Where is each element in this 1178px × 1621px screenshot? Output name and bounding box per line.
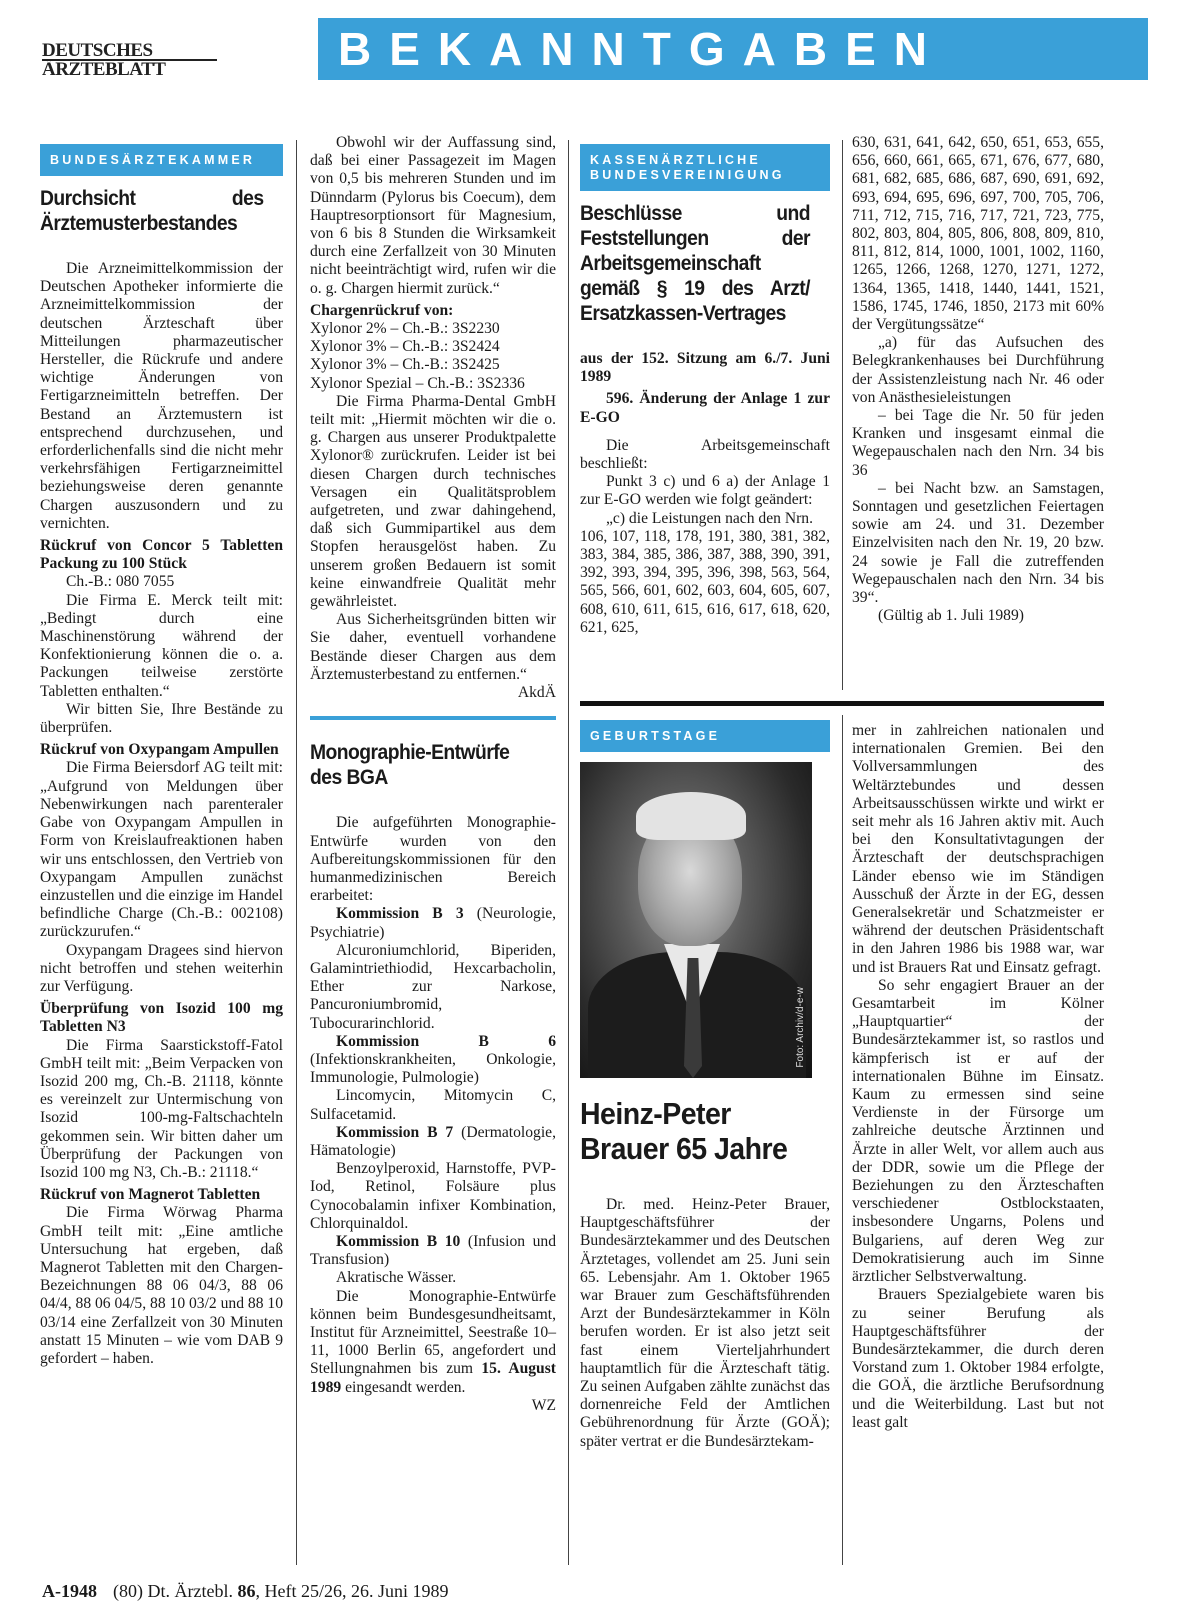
commission-items: Akratische Wässer. — [336, 1269, 457, 1287]
section-tag-bundesaerztekammer: BUNDESÄRZTEKAMMER — [40, 144, 283, 176]
commission-topic: (Infusion und Transfusion) — [310, 1232, 557, 1269]
photo-hair — [636, 792, 746, 840]
recall-list-item: Xylonor 3% – Ch.-B.: 3S2425 — [310, 356, 500, 374]
column-divider — [842, 140, 843, 690]
masthead-line2: ÄRZTEBLATT — [42, 59, 217, 78]
commission-name: Kommission B 7 — [336, 1123, 454, 1141]
photo-credit: Foto: Archiv/d-e-w — [794, 987, 806, 1068]
commission-entry — [310, 905, 556, 941]
article-separator — [580, 701, 1104, 706]
commission-entry — [310, 1233, 556, 1269]
article-paragraph: Die aufgeführten Monographie-Entwürfe wurden von den Aufbereitungskommissionen für den humanmedizinischen Bereich erarbeitet: — [310, 814, 556, 905]
column-3-bottom — [580, 720, 830, 1451]
article-paragraph: mer in zahlreichen nationalen und internationalen Gremien. Bei den Vollversammlungen des Weltärztebundes und dessen Arbeitsausschüssen wirkte und wirkt er seit mehr als 16 Jahren aktiv mit. Auch bei den Konsultativtagungen der Ärzteschaft der deutschsprachigen Länder ebenso wie im Ständigen Ausschuß der Ärzte in der EG, dessen Generalsekretär und Schatzmeister er während der deutschen Präsidentschaft in den Jahren 1986 bis 1988 war, war und ist Brauers Rat und Einsatz gefragt. — [852, 722, 1104, 976]
author-signature: AkdÄ — [517, 684, 556, 702]
article-paragraph — [310, 1288, 556, 1397]
volume-number: 86 — [237, 1581, 256, 1601]
article-paragraph: So sehr engagiert Brauer an der Gesamtarbeit im Kölner „Hauptquartier“ der Bundesärztekammer ist, so rastlos und kämpferisch ist er auf der internationalen Bühne im Einsatz. Kaum zu ermessen sind seine Verdienste in der Fürsorge um zahlreiche deutsche Ärztinnen und Ärzte in aller Welt, vor allem auch aus der DDR, sowie um die Pflege der Beziehungen zu den Ärzteschaften verschiedener Ostblockstaaten, insbesondere Ungarns, Polens und Bulgariens, auf deren Weg zur Demokratisierung auch im Sinne ärztlicher Selbstverwaltung. — [852, 976, 1104, 1286]
validity-note: (Gültig ab 1. Juli 1989) — [878, 607, 1024, 625]
article-headline-aerztemuster: Durchsicht des Ärztemusterbestandes — [40, 187, 264, 235]
page-number: A-1948 — [42, 1581, 97, 1601]
service-numbers: 630, 631, 641, 642, 650, 651, 653, 655, 656, 660, 661, 665, 671, 676, 677, 680, 681, 682, 685, 686, 687, 690, 691, 692, 693, 694, 695, 696, 697, 700, 705, 706, 711, 712, 715, 716, 717, 721, 723, 775, 802, 803, 804, 805, 806, 808, 809, 810, 811, 812, 814, 1000, 1001, 1002, 1160, 1265, 1266, 1268, 1270, 1271, 1272, 1364, 1365, 1418, 1440, 1441, 1521, 1586, 1745, 1746, 1850, 2173 mit 60% der Vergütungssätze“ — [852, 134, 1104, 334]
article-subhead: aus der 152. Sitzung am 6./7. Juni 1989 — [580, 350, 830, 386]
column-divider — [842, 715, 843, 1565]
recall-list-item: Xylonor 2% – Ch.-B.: 3S2230 — [310, 320, 500, 338]
page-footer — [42, 1580, 448, 1602]
section-tag-kbv: KASSENÄRZTLICHE BUNDESVEREINIGUNG — [580, 144, 830, 191]
article-headline-beschluesse: Beschlüsse und Feststellungen der Arbeitsgemeinschaft gemäß § 19 des Arzt/ Ersatzkassen-Vertrages — [580, 202, 810, 325]
commission-items: Alcuroniumchlorid, Biperiden, Galamintriethiodid, Hexcarbacholin, Ether zur Narkose, Pancuroniumbromid, Tubocurarinchlorid. — [310, 941, 556, 1032]
commission-name: Kommission B 10 — [336, 1232, 461, 1250]
article-paragraph: Die Firma Saarstickstoff-Fatol GmbH teilt mit: „Beim Verpacken von Isozid 200 mg, Ch.-B. 21118, könnte es vereinzelt zur Untermischung von Isozid 100-mg-Faltschachteln gekommen sein. Wir bitten daher um Überprüfung der Packungen von Isozid 100 mg N3, Ch.-B.: 21118.“ — [40, 1036, 283, 1181]
section-tag-geburtstage: GEBURTSTAGE — [580, 720, 830, 752]
recall-list-item: Xylonor Spezial – Ch.-B.: 3S2336 — [310, 374, 525, 392]
commission-topic: (Dermatologie, Hämatologie) — [310, 1123, 556, 1159]
column-divider — [568, 140, 569, 1565]
article-paragraph: Die Arzneimittelkommission der Deutschen Apotheker informierte die Arzneimittelkommission der deutschen Ärzteschaft über Mitteilungen pharmazeutischer Hersteller, die Rückrufe und andere wichtige Änderungen von Fertigarzneimitteln betreffen. Der Bestand an Ärztemustern ist entsprechend durchzusehen, und erforderlichenfalls sind die nicht mehr verkehrsfähigen Fertigarzneimittel beziehungsweise deren genannte Chargen auszusondern und zu vernichten. — [40, 260, 283, 532]
commission-items: Benzoylperoxid, Harnstoffe, PVP-Iod, Retinol, Folsäure plus Cynocobalamin infixer Kombination, Chlorquinaldol. — [310, 1160, 556, 1232]
column-2 — [310, 134, 556, 1415]
article-paragraph: – bei Nacht bzw. an Samstagen, Sonntagen und gesetzlichen Feiertagen sowie am 24. und 31. Dezember Einzelvisiten nach den Nr. 19, 20 bzw. 24 sowie je Fall die zutreffenden Wegepauschalen nach den Nrn. 34 bis 39“. — [852, 479, 1104, 607]
article-paragraph: Brauers Spezialgebiete waren bis zu seiner Berufung als Hauptgeschäftsführer der Bundesärztekammer, die durch deren Vorstand zum 1. Oktober 1984 erfolgte, die GOÄ, die ärztliche Berufsordnung und die Weiterbildung. Last but not least galt — [852, 1286, 1104, 1431]
paragraph-text: Die Monographie-Entwürfe können beim Bundesgesundheitsamt, Institut für Arzneimittel, Seestraße 10–11, 1000 Berlin 65, angefordert und Stellungnahmen bis zum — [310, 1287, 556, 1378]
article-paragraph: „c) die Leistungen nach den Nrn. — [606, 509, 813, 527]
commission-entry — [310, 1033, 556, 1088]
article-paragraph: Wir bitten Sie, Ihre Bestände zu überprüfen. — [40, 700, 283, 737]
column-3-top — [580, 144, 830, 637]
commission-name: Kommission B 3 — [336, 905, 464, 923]
article-paragraph: Oxypangam Dragees sind hiervon nicht betroffen und stehen weiterhin zur Verfügung. — [40, 941, 283, 995]
article-paragraph: Die Firma Wörwag Pharma GmbH teilt mit: „Eine amtliche Untersuchung hat ergeben, daß Magnerot Tabletten mit den Chargen-Bezeichnungen 88 06 04/3, 88 06 04/4, 88 06 04/5, 88 10 03/2 und 88 10 03/14 eine Zerfallzeit von 30 Minuten anstatt 15 Minuten – wie vom DAB 9 gefordert – haben. — [40, 1204, 284, 1367]
article-subhead: Rückruf von Concor 5 Tabletten Packung zu 100 Stück — [40, 537, 283, 573]
deadline-date: 15. August 1989 — [310, 1360, 556, 1396]
column-4-bottom — [852, 722, 1104, 1432]
commission-topic: (Infektionskrankheiten, Onkologie, Immunologie, Pulmologie) — [310, 1050, 556, 1087]
commission-topic: (Neurologie, Psychiatrie) — [310, 905, 557, 941]
column-4-top — [852, 134, 1104, 625]
article-separator — [310, 716, 556, 720]
column-divider — [296, 140, 297, 1565]
article-paragraph: Punkt 3 c) und 6 a) der Anlage 1 zur E-GO werden wie folgt geändert: — [580, 473, 830, 509]
article-paragraph: Aus Sicherheitsgründen bitten wir Sie daher, eventuell vorhandene Bestände dieser Chargen aus dem Ärztemusterbestand zu entfernen.“ — [310, 611, 556, 683]
article-paragraph: Dr. med. Heinz-Peter Brauer, Hauptgeschäftsführer der Bundesärztekammer und des Deutschen Ärztetages, vollendet am 25. Juni sein 65. Lebensjahr. Am 1. Oktober 1965 war Brauer zum Geschäftsführenden Arzt der Bundesärztekammer in Köln berufen worden. Er ist also jetzt seit fast einem Vierteljahrhundert hauptamtlich für die Ärzteschaft tätig. Zu seinen Aufgaben zählte zunächst das dornenreiche Feld der Amtlichen Gebührenordnung für Ärzte (GOÄ); später vertrat er die Bundesärztekam- — [580, 1196, 830, 1450]
article-headline-monographie: Monographie-Entwürfe des BGA — [310, 741, 510, 790]
section-banner: BEKANNTGABEN — [318, 18, 1148, 80]
article-paragraph: Obwohl wir der Auffassung sind, daß bei einer Passagezeit im Magen von 0,5 bis mehreren Stunden und im Dünndarm (Pylorus bis Coecum), dem Hauptresorptionsort für Magnesium, von 6 bis 8 Stunden die Wirksamkeit durch eine Zerfallzeit von 30 Minuten nicht beeinträchtigt wird, rufen wir die o. g. Chargen hiermit zurück.“ — [310, 134, 556, 297]
masthead-line1: DEUTSCHES — [42, 40, 153, 61]
article-paragraph: Die Firma Beiersdorf AG teilt mit: „Aufgrund von Meldungen über Nebenwirkungen nach parenteraler Gabe von Oxypangam Ampullen in Form von Kreislaufreaktionen haben wir uns entschlossen, den Vertrieb von Oxypangam Ampullen zunächst einzustellen und die einzige im Handel befindliche Charge (Ch.-B.: 002108) zurückzurufen.“ — [40, 759, 283, 941]
article-subhead: Überprüfung von Isozid 100 mg Tabletten N3 — [40, 1000, 283, 1036]
article-subhead: Rückruf von Magnerot Tabletten — [40, 1186, 261, 1204]
commission-items: Lincomycin, Mitomycin C, Sulfacetamid. — [310, 1087, 556, 1123]
article-paragraph: – bei Tage die Nr. 50 für jeden Kranken und insgesamt einmal die Wegepauschalen nach den Nrn. 34 bis 36 — [852, 407, 1104, 479]
article-paragraph: Die Firma Pharma-Dental GmbH teilt mit: „Hiermit möchten wir die o. g. Chargen aus unserer Produktpalette Xylonor® zurückrufen. Leider ist bei diesen Chargen durch technisches Versagen ein Qualitätsproblem aufgetreten, und zwar dahingehend, daß sich Gummipartikel aus dem Stopfen herausgelöst haben. Zu unserem großen Bedauern ist somit keine einwandfreie Qualität mehr gewährleistet. — [310, 392, 556, 611]
commission-entry — [310, 1124, 556, 1160]
commission-name: Kommission B 6 — [336, 1032, 556, 1050]
article-paragraph: Ch.-B.: 080 7055 — [66, 573, 175, 591]
paragraph-text: eingesandt werden. — [341, 1378, 466, 1396]
recall-list-item: Xylonor 3% – Ch.-B.: 3S2424 — [310, 338, 500, 356]
masthead-logo — [42, 42, 217, 78]
citation: , Heft 25/26, 26. Juni 1989 — [255, 1581, 449, 1601]
article-subhead: Chargenrückruf von: — [310, 301, 454, 319]
citation: (80) Dt. Ärztebl. — [113, 1581, 238, 1601]
service-numbers: 106, 107, 118, 178, 191, 380, 381, 382, 383, 384, 385, 386, 387, 388, 390, 391, 392, 393, 394, 395, 396, 398, 563, 564, 565, 566, 601, 602, 603, 604, 605, 607, 608, 610, 611, 615, 616, 617, 618, 620, 621, 625, — [580, 527, 830, 636]
column-1 — [40, 144, 283, 1368]
article-paragraph: „a) für das Aufsuchen des Belegkrankenhauses bei Durchführung der Assistenzleistung nach Nr. 46 oder von Anästhesieleistungen — [852, 334, 1104, 406]
article-headline-brauer: Heinz-Peter Brauer 65 Jahre — [580, 1096, 788, 1166]
article-paragraph: Die Arbeitsgemeinschaft beschließt: — [580, 436, 830, 473]
article-paragraph: Die Firma E. Merck teilt mit: „Bedingt durch eine Maschinenstörung während der Konfektionierung können die o. a. Packungen teilweise zerstörte Tabletten enthalten.“ — [40, 591, 283, 700]
article-subhead: Rückruf von Oxypangam Ampullen — [40, 741, 279, 759]
article-subhead: 596. Änderung der Anlage 1 zur E-GO — [580, 390, 830, 426]
author-signature: WZ — [531, 1396, 556, 1414]
portrait-photo — [580, 762, 812, 1078]
